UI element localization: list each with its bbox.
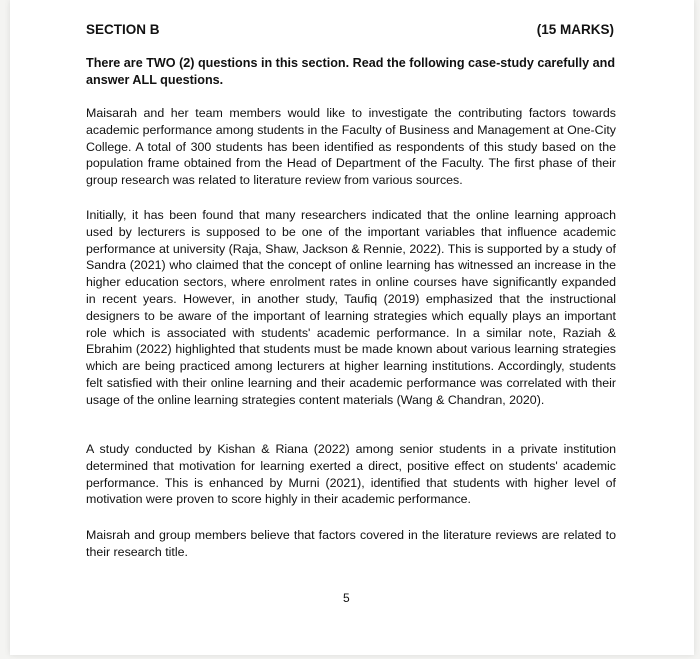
- section-marks: (15 MARKS): [536, 22, 614, 37]
- document-page: [10, 0, 694, 655]
- case-study-paragraph-3: A study conducted by Kishan & Riana (2022) among senior students in a private institution determined that motivation for learning exerted a direct, positive effect on students' academic performance. This is enhanced by Murni (2021), identified that students with higher level of motivation were proven to score highly in their academic performance.: [86, 442, 616, 507]
- case-study-paragraph-1: Maisarah and her team members would like to investigate the contributing factors towards academic performance among students in the Faculty of Business and Management at One-City College. A total of 300 students has been identified as respondents of this study based on the population frame obtained from the Head of Department of the Faculty. The first phase of their group research was related to literature review from various sources.: [86, 106, 616, 188]
- case-study-paragraph-2: Initially, it has been found that many researchers indicated that the online learning approach used by lecturers is supposed to be one of the important variables that influence academic performance at university (Raja, Shaw, Jackson & Rennie, 2022). This is supported by a study of Sandra (2021) who claimed that the concept of online learning has witnessed an increase in the higher education sectors, where enrolment rates in online courses have significantly expanded in recent years. However, in another study, Taufiq (2019) emphasized that the instructional designers to be aware of the important of learning strategies which equally plays an important role which is associated with students' academic performance. In a similar note, Raziah & Ebrahim (2022) highlighted that students must be made known about various learning strategies which are being practiced among lecturers at higher learning institutions. Accordingly, students felt satisfied with their online learning and their academic performance was correlated with their usage of the online learning strategies content materials (Wang & Chandran, 2020).: [86, 208, 616, 407]
- case-study-paragraph-4: Maisrah and group members believe that factors covered in the literature reviews are related to their research title.: [86, 528, 616, 559]
- section-title: SECTION B: [86, 22, 160, 37]
- section-header: [86, 22, 614, 37]
- page-number: 5: [343, 591, 350, 605]
- instructions: There are TWO (2) questions in this section. Read the following case-study carefully and answer ALL questions.: [86, 56, 616, 87]
